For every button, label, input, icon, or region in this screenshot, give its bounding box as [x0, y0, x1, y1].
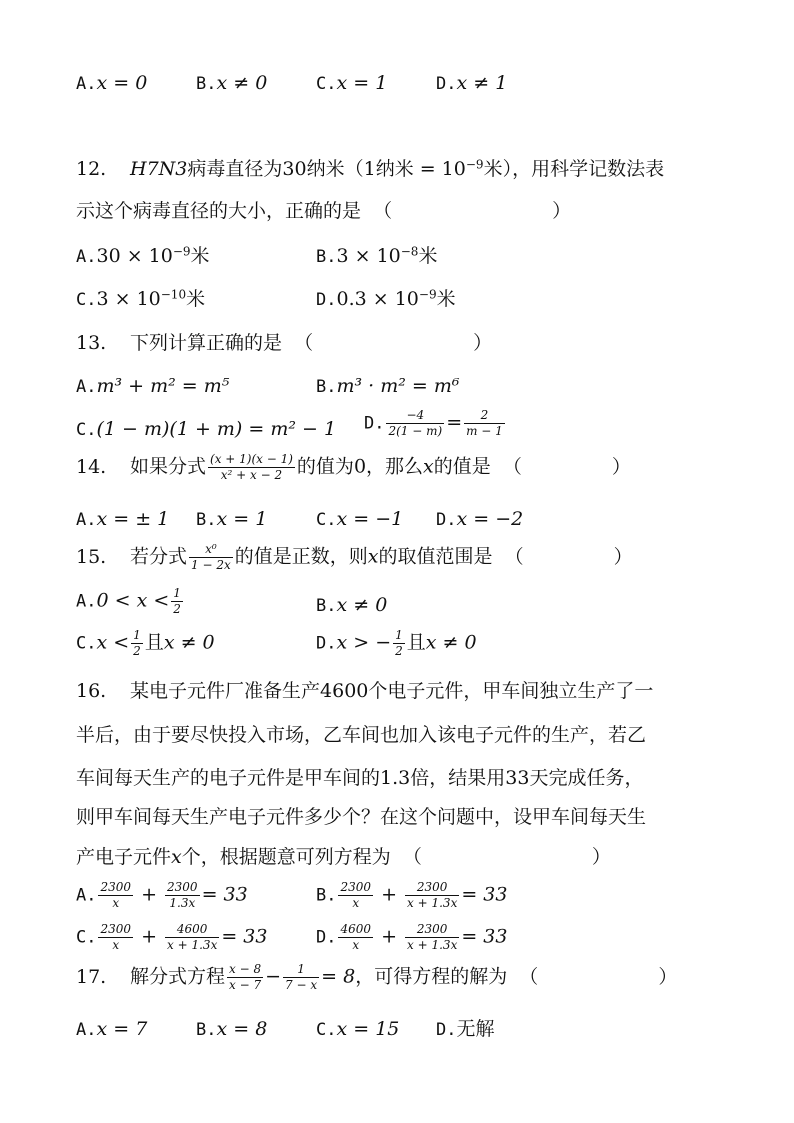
q17-option-c: C.x = 15: [316, 1018, 400, 1040]
q16-d-fraction-2: $\frac{2300}{x + 1.3x}$: [407, 922, 458, 952]
q17-stem: 17. 解分式方程 $\frac{x - 8}{x - 7}$ − $\frac{1}{7 - x}$ = 8，可得方程的解为 （ ）: [76, 962, 678, 992]
q15-option-a: A.0 < x < $\frac{1}{2}$: [76, 586, 181, 616]
q14-answer-blank: （ ）: [502, 455, 631, 478]
q14-option-b: B.x = 1: [196, 508, 268, 530]
q16-a-fraction-2: $\frac{2300}{1.3x}$: [167, 880, 198, 910]
q14-stem: 14. 如果分式 $\frac{(x + 1)(x - 1)}{\text{x² + x − 2}}$ 的值为0，那么x的值是 （ ）: [76, 452, 631, 482]
q13-d-fraction-right: $\frac{2}{m - 1}$: [466, 408, 503, 438]
q15-option-b: B.x ≠ 0: [316, 594, 388, 616]
q11-option-c: C.x = 1: [316, 72, 388, 94]
q16-option-d: D. $\frac{4600}{x}$ + $\frac{2300}{x + 1.3x}$ = 33: [316, 922, 508, 952]
q11-option-b: B.x ≠ 0: [196, 72, 268, 94]
q16-c-fraction-1: $\frac{2300}{x}$: [100, 922, 132, 952]
q13-option-a: A.m³ + m² = m⁵: [76, 375, 230, 397]
q17-option-d: D.无解: [436, 1018, 495, 1040]
q11-option-a: A.x = 0: [76, 72, 148, 94]
q14-option-c: C.x = −1: [316, 508, 404, 530]
q15-option-d: D.x > − $\frac{1}{2}$ 且x ≠ 0: [316, 628, 477, 658]
q16-stem-line5: 产电子元件x个，根据题意可列方程为 （ ）: [76, 846, 611, 868]
q16-option-b: B. $\frac{2300}{x}$ + $\frac{2300}{x + 1.3x}$ = 33: [316, 880, 508, 910]
q12-answer-blank: （ ）: [373, 200, 572, 222]
q16-number: 16.: [76, 680, 107, 702]
q12-option-d: $D.0.3 \times 10^{-9}$米: [316, 287, 456, 310]
q14-fraction: $\frac{(x + 1)(x - 1)}{\text{x² + x − 2}}$: [210, 452, 293, 482]
q16-a-fraction-1: $\frac{2300}{x}$: [100, 880, 132, 910]
q16-answer-blank: （ ）: [402, 846, 611, 868]
q16-stem-line1: 16. 某电子元件厂准备生产4600个电子元件，甲车间独立生产了一: [76, 680, 654, 702]
q15-fraction: $\frac{\text{x⁰}}{1 - 2x}$: [191, 542, 231, 572]
q16-b-fraction-2: $\frac{2300}{x + 1.3x}$: [407, 880, 458, 910]
q11-option-d: D.x ≠ 1: [436, 72, 508, 94]
q12-option-c: $C.3 \times 10^{-10}$米: [76, 287, 206, 310]
q13-stem: 13. 下列计算正确的是 （ ）: [76, 332, 493, 354]
q16-b-fraction-1: $\frac{2300}{x}$: [340, 880, 372, 910]
q12-stem-line2: 示这个病毒直径的大小，正确的是 （ ）: [76, 200, 572, 222]
q12-stem-line1: 12. H7N3病毒直径为30纳米（1纳米 = $10^{-9}$米），用科学记数法表: [76, 157, 665, 180]
q16-stem-line2: 半后，由于要尽快投入市场，乙车间也加入该电子元件的生产，若乙: [76, 724, 647, 746]
q15-d-fraction: $\frac{1}{2}$: [395, 628, 403, 658]
q12-number: 12.: [76, 158, 107, 180]
q16-option-a: A. $\frac{2300}{x}$ + $\frac{2300}{1.3x}$ = 33: [76, 880, 248, 910]
q12-option-a: $A.30 \times 10^{-9}$米: [76, 244, 210, 267]
q15-c-fraction: $\frac{1}{2}$: [133, 628, 141, 658]
q14-option-a: A.x = ± 1: [76, 508, 170, 530]
q17-answer-blank: （ ）: [519, 965, 678, 988]
q15-a-fraction: $\frac{1}{2}$: [173, 586, 181, 616]
q15-option-c: C.x < $\frac{1}{2}$ 且x ≠ 0: [76, 628, 215, 658]
q14-option-d: D.x = −2: [436, 508, 524, 530]
q13-option-b: B.m³ · m² = m⁶: [316, 375, 460, 397]
q15-number: 15.: [76, 545, 107, 568]
q13-option-c: C.(1 − m)(1 + m) = m² − 1: [76, 418, 337, 440]
q17-number: 17.: [76, 965, 107, 988]
q16-stem-line4: 则甲车间每天生产电子元件多少个？在这个问题中，设甲车间每天生: [76, 806, 647, 828]
q15-answer-blank: （ ）: [504, 545, 633, 568]
q17-option-a: A.x = 7: [76, 1018, 148, 1040]
q16-d-fraction-1: $\frac{4600}{x}$: [340, 922, 372, 952]
q13-number: 13.: [76, 332, 107, 354]
q16-c-fraction-2: $\frac{4600}{x + 1.3x}$: [167, 922, 218, 952]
q16-stem-line3: 车间每天生产的电子元件是甲车间的1.3倍，结果用33天完成任务，: [76, 767, 644, 789]
q17-option-b: B.x = 8: [196, 1018, 268, 1040]
q12-option-b: $B.3 \times 10^{-8}$米: [316, 244, 438, 267]
q17-fraction-1: $\frac{x - 8}{x - 7}$: [229, 962, 262, 992]
q15-stem: 15. 若分式 $\frac{\text{x⁰}}{1 - 2x}$ 的值是正数，则x的取值范围是 （ ）: [76, 542, 633, 572]
q17-fraction-2: $\frac{1}{7 - x}$: [285, 962, 318, 992]
q14-number: 14.: [76, 455, 107, 478]
q13-option-d: D. $\frac{-4}{2(1 - m)}$ = $\frac{2}{m - 1}$: [364, 408, 503, 438]
q13-d-fraction-left: $\frac{-4}{2(1 - m)}$: [388, 408, 443, 438]
q13-answer-blank: （ ）: [294, 332, 493, 354]
q16-option-c: C. $\frac{2300}{x}$ + $\frac{4600}{x + 1.3x}$ = 33: [76, 922, 268, 952]
